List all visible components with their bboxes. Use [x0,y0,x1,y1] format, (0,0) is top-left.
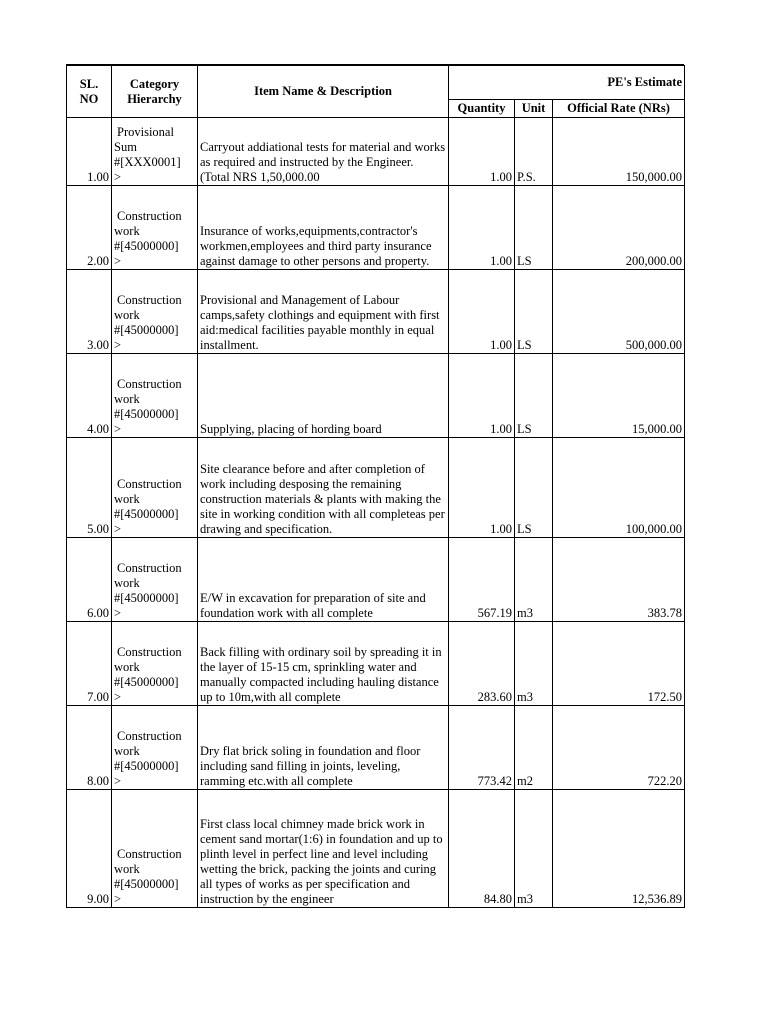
header-category: Category Hierarchy [112,66,198,118]
table-row [67,270,685,354]
header-row [67,66,685,100]
category-line: Construction [117,729,182,743]
row-quantity: 1.00 [449,438,515,538]
category-line: #[45000000] [114,323,179,337]
table-row [67,706,685,790]
table-body [67,118,685,908]
table-row [67,538,685,622]
row-quantity: 773.42 [449,706,515,790]
row-category [112,622,198,706]
row-quantity: 1.00 [449,270,515,354]
header-rate: Official Rate (NRs) [553,100,685,118]
category-line: Provisional [117,125,174,139]
row-unit: m3 [515,790,553,908]
row-description: Carryout addiational tests for material and works as required and instructed by the Engineer. (Total NRS 1,50,000.00 [198,118,449,186]
category-line: > [114,170,122,184]
category-line: work [114,492,140,506]
category-line: Construction [117,377,182,391]
header-sl-no: SL. NO [67,66,112,118]
table-row [67,354,685,438]
table-row [67,186,685,270]
category-line: work [114,308,140,322]
row-unit: LS [515,270,553,354]
row-quantity: 283.60 [449,622,515,706]
category-line: #[45000000] [114,407,179,421]
row-sl-no: 5.00 [67,438,112,538]
row-unit: LS [515,438,553,538]
row-unit: m2 [515,706,553,790]
row-rate: 722.20 [553,706,685,790]
category-line: work [114,576,140,590]
row-sl-no: 1.00 [67,118,112,186]
row-category [112,790,198,908]
row-description: Insurance of works,equipments,contractor's workmen,employees and third party insurance against damage to other persons and property. [198,186,449,270]
row-description: Back filling with ordinary soil by spreading it in the layer of 15-15 cm, sprinkling water and manually compacted including hauling distance up to 10m,with all complete [198,622,449,706]
category-line: > [114,774,122,788]
row-description: First class local chimney made brick work in cement sand mortar(1:6) in foundation and up to plinth level in perfect line and level including wetting the brick, packing the joints and curing all types of works as per specification and instruction by the engineer [198,790,449,908]
category-line: > [114,690,122,704]
category-line: #[45000000] [114,507,179,521]
row-sl-no: 4.00 [67,354,112,438]
category-line: #[45000000] [114,877,179,891]
row-unit: LS [515,354,553,438]
category-line: #[45000000] [114,759,179,773]
header-item: Item Name & Description [198,66,449,118]
row-rate: 172.50 [553,622,685,706]
category-line: > [114,522,122,536]
category-line: Construction [117,561,182,575]
row-rate: 100,000.00 [553,438,685,538]
category-line: > [114,338,122,352]
category-line: work [114,392,140,406]
category-line: Construction [117,847,182,861]
row-sl-no: 3.00 [67,270,112,354]
row-rate: 12,536.89 [553,790,685,908]
table-row [67,790,685,908]
category-line: Construction [117,293,182,307]
row-sl-no: 9.00 [67,790,112,908]
row-description: Site clearance before and after completion of work including desposing the remaining construction materials & plants with making the site in working condition with all completeas per drawing and specification. [198,438,449,538]
row-unit: m3 [515,622,553,706]
row-category [112,706,198,790]
category-line: > [114,606,122,620]
row-quantity: 84.80 [449,790,515,908]
category-line: > [114,254,122,268]
row-sl-no: 8.00 [67,706,112,790]
category-line: Construction [117,477,182,491]
row-description: Supplying, placing of hording board [198,354,449,438]
row-quantity: 1.00 [449,354,515,438]
row-sl-no: 6.00 [67,538,112,622]
category-line: #[XXX0001] [114,155,181,169]
category-line: > [114,892,122,906]
category-line: work [114,862,140,876]
category-line: work [114,224,140,238]
row-rate: 200,000.00 [553,186,685,270]
header-unit: Unit [515,100,553,118]
row-sl-no: 2.00 [67,186,112,270]
table-row [67,622,685,706]
row-rate: 150,000.00 [553,118,685,186]
row-description: E/W in excavation for preparation of site and foundation work with all complete [198,538,449,622]
row-quantity: 567.19 [449,538,515,622]
row-category [112,538,198,622]
category-line: #[45000000] [114,675,179,689]
row-rate: 500,000.00 [553,270,685,354]
header-pe-estimate: PE's Estimate [449,66,685,100]
category-line: work [114,744,140,758]
row-rate: 15,000.00 [553,354,685,438]
row-sl-no: 7.00 [67,622,112,706]
row-unit: m3 [515,538,553,622]
category-line: Sum [114,140,137,154]
category-line: Construction [117,209,182,223]
row-unit: P.S. [515,118,553,186]
row-description: Dry flat brick soling in foundation and floor including sand filling in joints, leveling, ramming etc.with all complete [198,706,449,790]
category-line: > [114,422,122,436]
category-line: #[45000000] [114,591,179,605]
header-quantity: Quantity [449,100,515,118]
row-category [112,270,198,354]
table-row [67,118,685,186]
category-line: #[45000000] [114,239,179,253]
category-line: Construction [117,645,182,659]
row-category [112,354,198,438]
row-rate: 383.78 [553,538,685,622]
row-description: Provisional and Management of Labour camps,safety clothings and equipment with first aid:medical facilities payable monthly in equal installment. [198,270,449,354]
row-category [112,118,198,186]
row-category [112,438,198,538]
estimate-table [66,65,685,908]
category-line: work [114,660,140,674]
row-quantity: 1.00 [449,118,515,186]
row-quantity: 1.00 [449,186,515,270]
row-category [112,186,198,270]
table-row [67,438,685,538]
row-unit: LS [515,186,553,270]
